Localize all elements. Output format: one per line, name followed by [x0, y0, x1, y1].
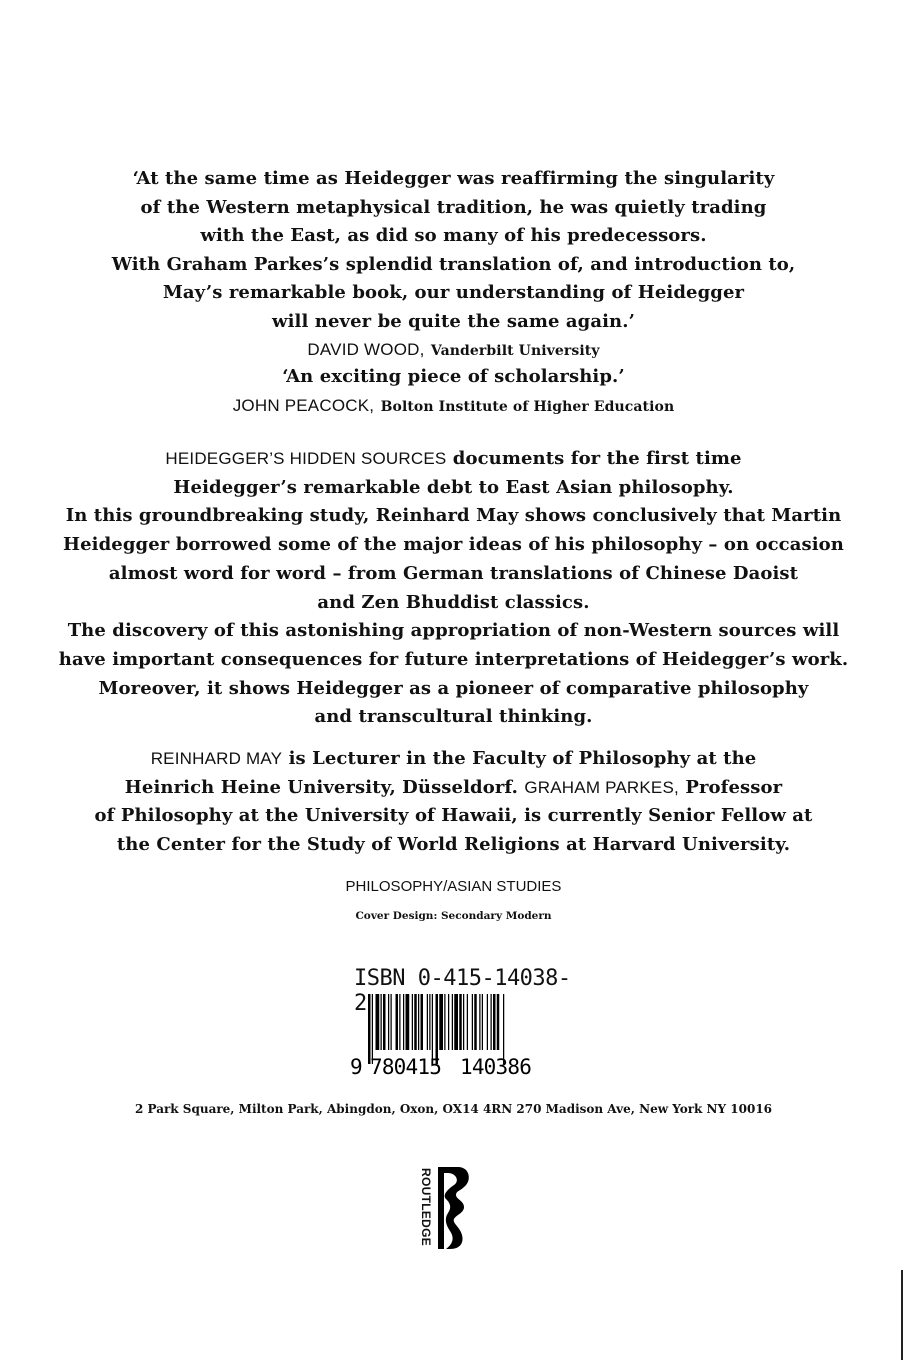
bio-text: Professor [685, 776, 783, 798]
quote-affiliation: Bolton Institute of Higher Education [380, 398, 675, 415]
barcode-bar [383, 994, 386, 1050]
barcode-bar [444, 994, 445, 1050]
quote-line: May’s remarkable book, our understanding of Heidegger [162, 282, 745, 303]
description-line: In this groundbreaking study, Reinhard May shows conclusively that Martin [65, 505, 842, 527]
barcode-bar [391, 994, 392, 1050]
bio-line [0, 745, 907, 774]
barcode-digit-group-1: 780415 [370, 1055, 442, 1079]
bio-line: of Philosophy at the University of Hawaii, is currently Senior Fellow at [94, 805, 813, 827]
barcode-bar [472, 994, 473, 1050]
book-title: HEIDEGGER’S HIDDEN SOURCES [165, 449, 447, 468]
endorsement-quote-1 [0, 165, 907, 366]
barcode-bar [503, 994, 504, 1064]
barcode-bar [381, 994, 382, 1050]
quote-attribution [0, 392, 907, 422]
description-line [0, 445, 907, 474]
page-edge-mark [901, 1270, 903, 1360]
quote-affiliation: Vanderbilt University [430, 343, 600, 359]
isbn-barcode [348, 994, 568, 1080]
barcode-bar [454, 994, 458, 1050]
quote-line: of the Western metaphysical tradition, he was quietly trading [140, 196, 767, 218]
author-bio [0, 745, 907, 860]
barcode-bar [479, 994, 480, 1050]
barcode-bar [418, 994, 419, 1050]
barcode-bar [467, 994, 468, 1050]
barcode-bar [474, 994, 477, 1050]
description-line: The discovery of this astonishing appropriation of non-Western sources will [67, 620, 840, 642]
publisher-wordmark: ROUTLEDGE [419, 1168, 433, 1247]
barcode-bar [427, 994, 428, 1050]
barcode-bar [493, 994, 496, 1050]
barcode-bar [372, 994, 373, 1064]
bio-author-name: REINHARD MAY [150, 749, 283, 768]
bio-text: is Lecturer in the Faculty of Philosophy at the [288, 748, 757, 769]
cover-design-credit: Cover Design: Secondary Modern [355, 910, 552, 922]
subject-category: PHILOSOPHY/ASIAN STUDIES [345, 878, 562, 895]
bio-line [0, 774, 907, 803]
description-line: and Zen Bhuddist classics. [317, 591, 590, 613]
book-description [0, 445, 907, 732]
barcode-bar [491, 994, 492, 1050]
quote-attribution [0, 336, 907, 366]
barcode-bar [436, 994, 439, 1064]
barcode-bar [368, 994, 371, 1064]
description-line: almost word for word – from German translations of Chinese Daoist [108, 562, 799, 584]
quote-author: DAVID WOOD, [307, 340, 425, 359]
quote-line: With Graham Parkes’s splendid translation of, and introduction to, [111, 253, 796, 275]
barcode-bar [429, 994, 430, 1050]
description-line: Moreover, it shows Heidegger as a pioneer of comparative philosophy [98, 677, 809, 699]
barcode-bar [406, 994, 410, 1050]
barcode-bar [487, 994, 488, 1050]
quote-line: ‘At the same time as Heidegger was reaffirming the singularity [132, 168, 775, 189]
barcode-bar [463, 994, 464, 1050]
barcode-bar [452, 994, 453, 1050]
description-text: documents for the first time [452, 448, 742, 469]
barcode-digit-group-2: 140386 [460, 1055, 532, 1079]
description-line: and transcultural thinking. [314, 706, 593, 728]
barcode-bar [421, 994, 424, 1050]
barcode-bar [432, 994, 433, 1064]
quote-line: will never be quite the same again.’ [272, 310, 635, 332]
barcode-bar [459, 994, 462, 1050]
barcode-bar [403, 994, 404, 1050]
barcode-bar [482, 994, 483, 1050]
endorsement-quote-2 [0, 363, 907, 421]
routledge-logo-icon [420, 1165, 480, 1250]
barcode-bar [388, 994, 389, 1050]
barcode-bar [497, 994, 500, 1050]
barcode-bar [399, 994, 400, 1050]
isbn-number: ISBN 0-415-14038-2 [354, 966, 571, 1016]
barcode-bar [439, 994, 443, 1050]
description-line: have important consequences for future interpretations of Heidegger’s work. [58, 648, 849, 670]
publisher-address: 2 Park Square, Milton Park, Abingdon, Oxon, OX14 4RN 270 Madison Ave, New York NY 10016 [134, 1102, 773, 1116]
description-line: Heidegger’s remarkable debt to East Asian philosophy. [173, 476, 734, 498]
bio-line: the Center for the Study of World Religions at Harvard University. [116, 834, 791, 856]
bio-translator-name: GRAHAM PARKES, [524, 777, 679, 797]
barcode-bar [414, 994, 417, 1050]
barcode-bars [368, 994, 504, 1064]
description-line: Heidegger borrowed some of the major ideas of his philosophy – on occasion [63, 534, 844, 556]
barcode-lead-digit: 9 [350, 1055, 363, 1079]
barcode-bar [376, 994, 380, 1050]
bio-text: Heinrich Heine University, Düsseldorf. [124, 776, 518, 798]
barcode-bar [448, 994, 449, 1050]
quote-author: JOHN PEACOCK, [232, 395, 375, 415]
barcode-bar [396, 994, 399, 1050]
quote-line: with the East, as did so many of his predecessors. [200, 225, 707, 246]
quote-line: ‘An exciting piece of scholarship.’ [282, 366, 625, 387]
barcode-bar [412, 994, 413, 1050]
